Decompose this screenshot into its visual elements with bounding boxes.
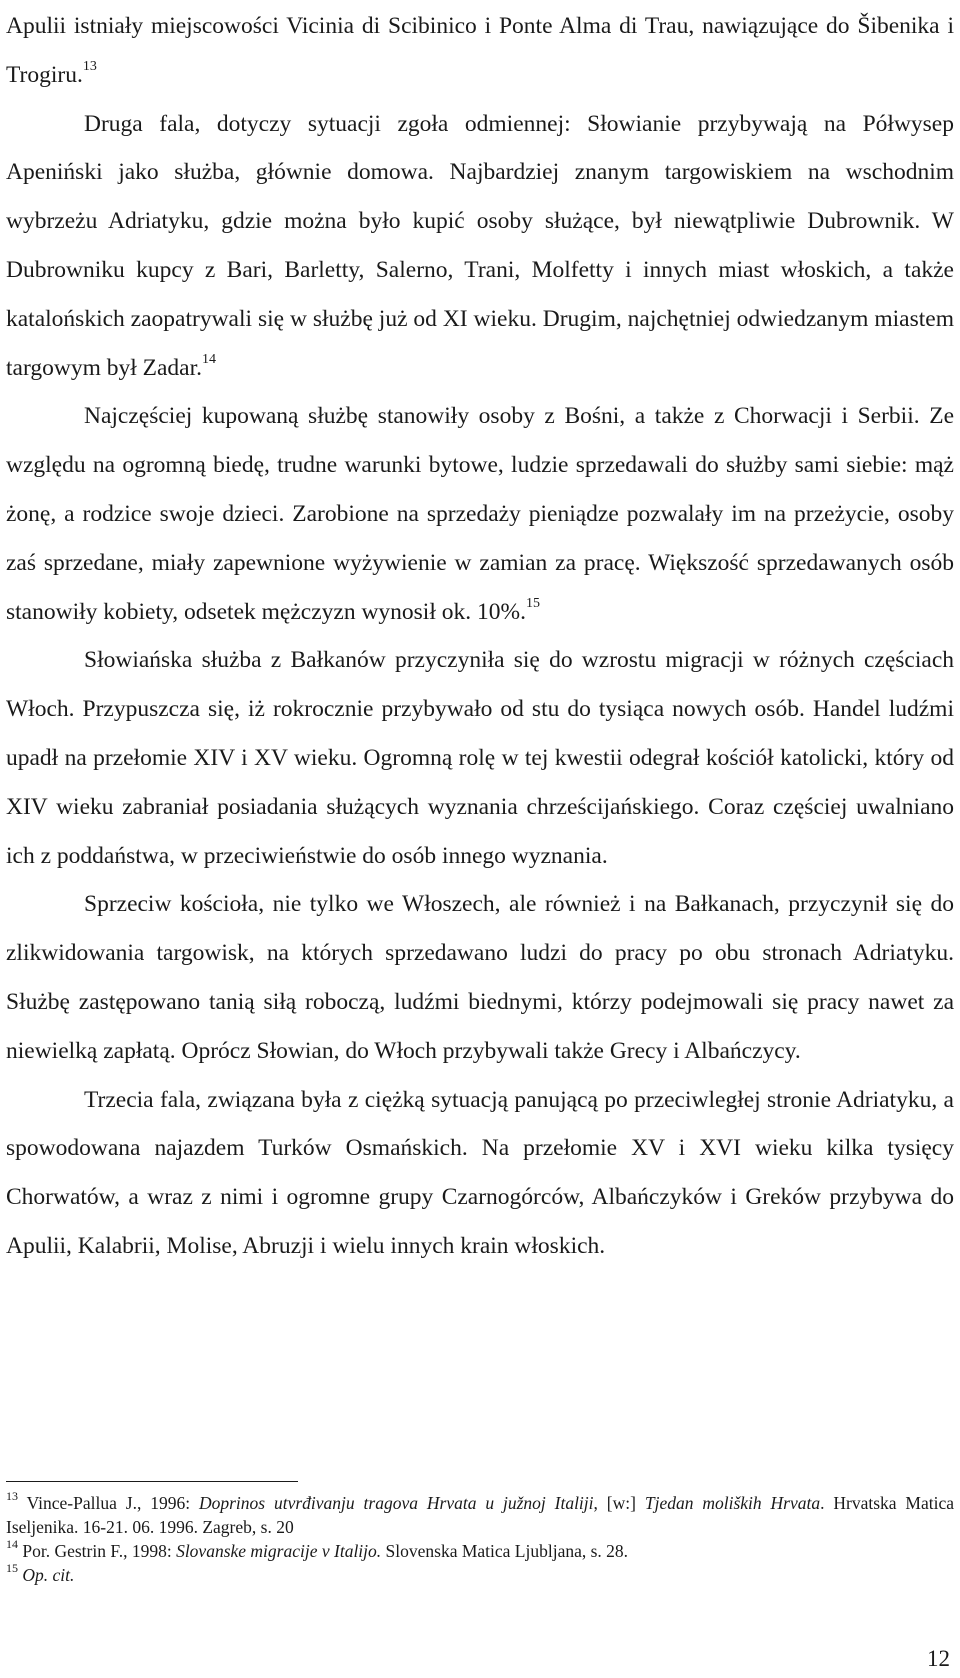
footnote-number: 13: [6, 1489, 18, 1504]
footnote-ref-13[interactable]: 13: [82, 58, 97, 74]
footnote-title: Doprinos utvrđivanju tragova Hrvata u južnoj Italiji: [198, 1493, 594, 1513]
footnote-number: 14: [6, 1537, 18, 1552]
footnote-ref-14[interactable]: 14: [202, 351, 217, 367]
footnote-13: $^{13}$ Vince-Pallua J., 1996: Doprinos utvrđivanju tragova Hrvata u južnoj Italiji, [w:] Tjedan moliških Hrvata. Hrvatska Matica Iseljenika. 16-21. 06. 1996. Zagreb, s. 20: [6, 1489, 955, 1537]
footnote-ref-15[interactable]: 15: [525, 595, 540, 611]
paragraph-5: Sprzeciw kościoła, nie tylko we Włoszech, ale również i na Bałkanach, przyczynił się do zlikwidowania targowisk, na których sprzedawano ludzi do pracy po obu stronach Adriatyku. Służbę zastępowano tanią siłą roboczą, ludźmi biednymi, którzy podejmowali się pracy nawet za niewielką zapłatą. Oprócz Słowian, do Włoch przybywali także Grecy i Albańczycy.: [6, 891, 954, 1064]
paragraph-3: Najczęściej kupowaną służbę stanowiły osoby z Bośni, a także z Chorwacji i Serbii. Ze względu na ogromną biedę, trudne warunki bytowe, ludzie sprzedawali do służby sami siebie: mąż żonę, a rodzice swoje dzieci. Zarobione na sprzedaży pieniądze pozwalały im na przeżycie, osoby zaś sprzedane, miały zapewnione wyżywienie w zamian za pracę. Większość sprzedawanych osób stanowiły kobiety, odsetek mężczyzn wynosił ok. 10%.$^{15}$: [6, 403, 954, 625]
page-number: 12: [927, 1646, 950, 1671]
paragraph-2: Druga fala, dotyczy sytuacji zgoła odmiennej: Słowianie przybywają na Półwysep Apeniński jako służba, głównie domowa. Najbardziej znanym targowiskiem na wschodnim wybrzeżu Adriatyku, gdzie można było kupić osoby służące, był niewątpliwie Dubrownik. W Dubrowniku kupcy z Bari, Barletty, Salerno, Trani, Molfetty i innych miast włoskich, a także katalońskich zaopatrywali się w służbę już od XI wieku. Drugim, najchętniej odwiedzanym miastem targowym był Zadar.$^{14}$: [6, 110, 954, 381]
footnote-title: Slovanske migracije v Italijo.: [176, 1541, 382, 1561]
footnote-author: Vince-Pallua J., 1996:: [26, 1493, 199, 1513]
footnote-author: Por. Gestrin F., 1998:: [22, 1541, 177, 1561]
body-text: [6, 2, 954, 1271]
paragraph-1: Apulii istniały miejscowości Vicinia di Scibinico i Ponte Alma di Trau, nawiązujące do Šibenika i Trogiru.$^{13}$: [6, 13, 954, 88]
footnote-number: 15: [6, 1561, 18, 1576]
footnote-title-2: Tjedan moliških Hrvata: [644, 1493, 821, 1513]
footnote-separator: [6, 1481, 298, 1482]
footnote-14: $^{14}$ Por. Gestrin F., 1998: Slovanske migracije v Italijo. Slovenska Matica Ljubljana, s. 28.: [6, 1537, 629, 1561]
paragraph-6: Trzecia fala, związana była z ciężką sytuacją panującą po przeciwległej stronie Adriatyku, a spowodowana najazdem Turków Osmańskich. Na przełomie XV i XVI wieku kilka tysięcy Chorwatów, a wraz z nimi i ogromne grupy Czarnogórców, Albańczyków i Greków przybywa do Apulii, Kalabrii, Molise, Abruzji i wielu innych krain włoskich.: [6, 1086, 954, 1259]
footnotes: [6, 1491, 954, 1587]
footnote-15: [6, 1563, 954, 1587]
paragraph-4: Słowiańska służba z Bałkanów przyczyniła się do wzrostu migracji w różnych częściach Włoch. Przypuszcza się, iż rokrocznie przybywało od stu do tysiąca nowych osób. Handel ludźmi upadł na przełomie XIV i XV wieku. Ogromną rolę w tej kwestii odegrał kościół katolicki, który od XIV wieku zabraniał posiadania służących wyznania chrześcijańskiego. Coraz częściej uwalniano ich z poddaństwa, w przeciwieństwie do osób innego wyznania.: [6, 647, 954, 869]
footnote-title: Op. cit.: [22, 1565, 75, 1585]
